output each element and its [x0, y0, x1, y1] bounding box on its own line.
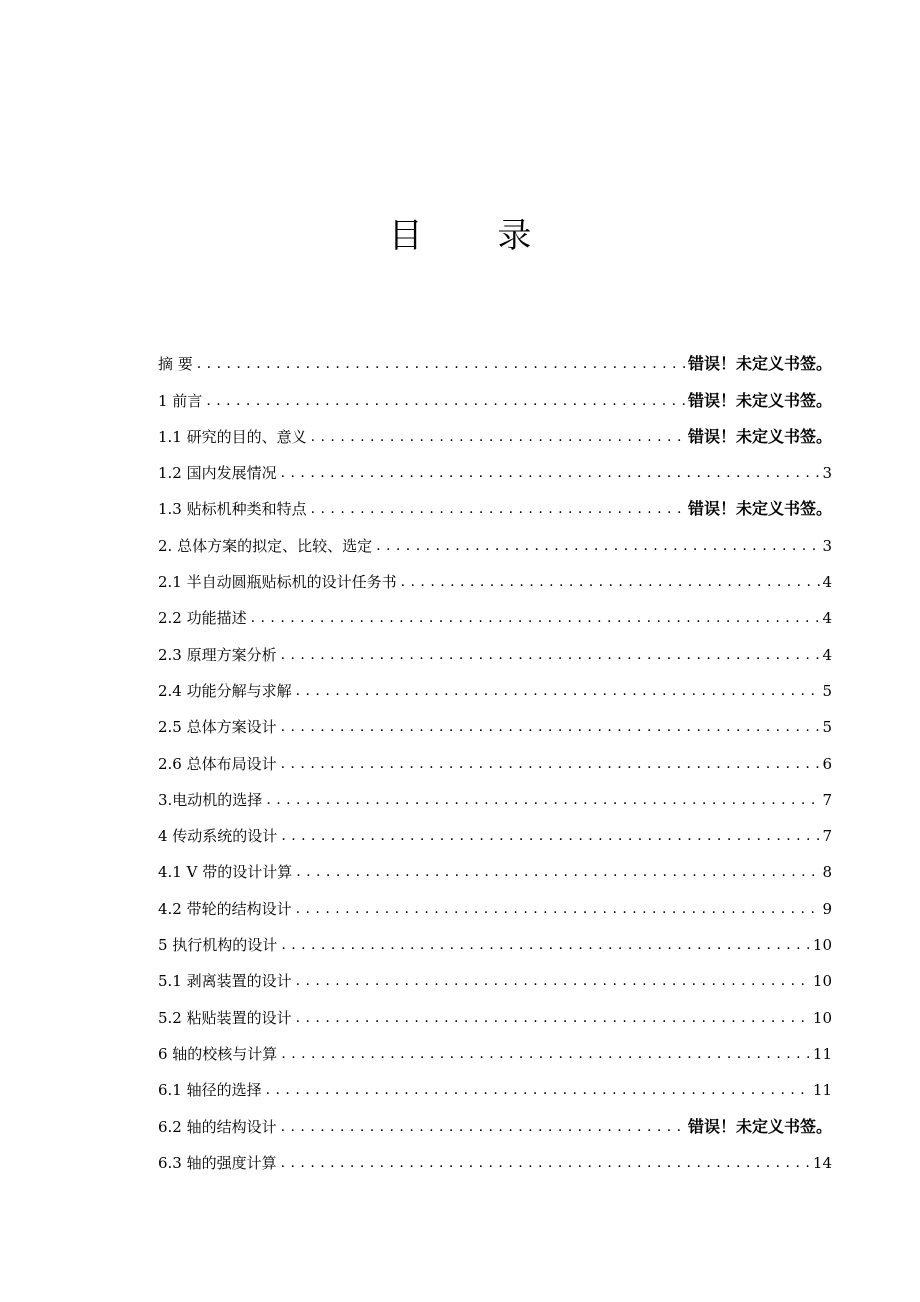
- toc-entry[interactable]: [158, 374, 832, 410]
- toc-entry-leader: [311, 499, 686, 519]
- toc-entry-page: 错误！未定义书签。: [687, 390, 832, 410]
- toc-entry-page: 10: [812, 972, 832, 991]
- toc-entry[interactable]: [158, 447, 832, 483]
- toc-entry-label: 6 轴的校核与计算: [158, 1044, 278, 1063]
- toc-entry-page: 4: [822, 609, 832, 628]
- toc-entry-leader: [296, 681, 821, 701]
- toc-entry-label: 1.1 研究的目的、意义: [158, 427, 307, 446]
- toc-entry[interactable]: [158, 338, 832, 374]
- toc-entry-page: 11: [812, 1081, 832, 1100]
- toc-entry-leader: [311, 427, 686, 447]
- toc-entry[interactable]: [158, 1064, 832, 1100]
- toc-entry-page: 错误！未定义书签。: [687, 426, 832, 446]
- toc-entry-page: 错误！未定义书签。: [687, 1116, 832, 1136]
- toc-entry[interactable]: [158, 519, 832, 555]
- toc-entry-label: 3.电动机的选择: [158, 790, 263, 809]
- toc-entry-page: 错误！未定义书签。: [687, 354, 832, 374]
- toc-entry-leader: [296, 971, 811, 991]
- toc-entry-page: 11: [812, 1044, 832, 1063]
- toc-entry-page: 5: [822, 681, 832, 700]
- toc-entry[interactable]: [158, 846, 832, 882]
- toc-entry[interactable]: [158, 955, 832, 991]
- toc-entry-leader: [281, 463, 821, 483]
- toc-entry-leader: [266, 1080, 811, 1100]
- toc-entry-leader: [281, 1117, 686, 1137]
- toc-entry-leader: [401, 572, 821, 592]
- toc-entry-label: 5.2 粘贴装置的设计: [158, 1008, 292, 1027]
- toc-entry-leader: [281, 1044, 811, 1064]
- toc-entry-page: 3: [822, 464, 832, 483]
- toc-entry-leader: [251, 608, 821, 628]
- toc-entry-page: 9: [822, 899, 832, 918]
- toc-entry-page: 7: [822, 790, 832, 809]
- toc-entry-leader: [376, 536, 820, 556]
- toc-entry-label: 1.2 国内发展情况: [158, 464, 277, 483]
- toc-entry-label: 摘 要: [158, 355, 193, 374]
- toc-entry[interactable]: [158, 919, 832, 955]
- toc-entry-page: 10: [812, 936, 832, 955]
- toc-entry-page: 4: [822, 645, 832, 664]
- toc-entry[interactable]: [158, 991, 832, 1027]
- toc-entry[interactable]: [158, 774, 832, 810]
- toc-entry-label: 5 执行机构的设计: [158, 936, 278, 955]
- toc-entry-leader: [197, 354, 686, 374]
- toc-entry-page: 6: [822, 754, 832, 773]
- toc-entry[interactable]: [158, 737, 832, 773]
- toc-list: [158, 338, 832, 1173]
- toc-entry-page: 3: [822, 536, 832, 555]
- toc-entry[interactable]: [158, 556, 832, 592]
- toc-entry-label: 2. 总体方案的拟定、比较、选定: [158, 536, 373, 555]
- toc-entry-page: 7: [822, 827, 832, 846]
- toc-entry-label: 6.2 轴的结构设计: [158, 1117, 277, 1136]
- toc-entry[interactable]: [158, 592, 832, 628]
- toc-entry-leader: [281, 935, 811, 955]
- toc-entry[interactable]: [158, 882, 832, 918]
- toc-entry-leader: [206, 391, 686, 411]
- toc-entry[interactable]: [158, 810, 832, 846]
- toc-entry-label: 2.5 总体方案设计: [158, 718, 277, 737]
- toc-entry-page: 10: [812, 1008, 832, 1027]
- toc-entry[interactable]: [158, 628, 832, 664]
- toc-entry[interactable]: [158, 1137, 832, 1173]
- toc-entry-leader: [296, 899, 821, 919]
- toc-entry-label: 6.1 轴径的选择: [158, 1081, 262, 1100]
- toc-entry-label: 1 前言: [158, 391, 203, 410]
- toc-entry[interactable]: [158, 1100, 832, 1136]
- toc-entry-page: 5: [822, 718, 832, 737]
- toc-entry-label: 1.3 贴标机种类和特点: [158, 500, 307, 519]
- toc-entry-label: 2.1 半自动圆瓶贴标机的设计任务书: [158, 573, 397, 592]
- toc-entry-label: 4.1 V 带的设计计算: [158, 863, 293, 882]
- toc-entry-leader: [281, 717, 821, 737]
- toc-entry-leader: [296, 862, 820, 882]
- toc-entry-label: 4.2 带轮的结构设计: [158, 899, 292, 918]
- toc-entry-leader: [281, 826, 820, 846]
- toc-entry[interactable]: [158, 483, 832, 519]
- toc-entry-label: 5.1 剥离装置的设计: [158, 972, 292, 991]
- toc-entry-label: 4 传动系统的设计: [158, 827, 278, 846]
- toc-title: 目 录: [388, 216, 564, 256]
- toc-entry-label: 2.3 原理方案分析: [158, 645, 277, 664]
- toc-entry[interactable]: [158, 411, 832, 447]
- toc-entry-label: 2.2 功能描述: [158, 609, 247, 628]
- toc-entry-page: 14: [812, 1153, 832, 1172]
- toc-entry-page: 8: [822, 863, 832, 882]
- toc-entry-page: 错误！未定义书签。: [687, 499, 832, 519]
- toc-entry-leader: [281, 1153, 811, 1173]
- toc-entry-leader: [281, 645, 821, 665]
- toc-entry-label: 2.4 功能分解与求解: [158, 681, 292, 700]
- toc-entry-leader: [296, 1008, 811, 1028]
- toc-entry-label: 6.3 轴的强度计算: [158, 1153, 277, 1172]
- toc-entry[interactable]: [158, 701, 832, 737]
- toc-entry[interactable]: [158, 665, 832, 701]
- toc-entry-page: 4: [822, 573, 832, 592]
- toc-entry-leader: [266, 790, 820, 810]
- toc-entry[interactable]: [158, 1028, 832, 1064]
- toc-entry-leader: [281, 754, 821, 774]
- toc-entry-label: 2.6 总体布局设计: [158, 754, 277, 773]
